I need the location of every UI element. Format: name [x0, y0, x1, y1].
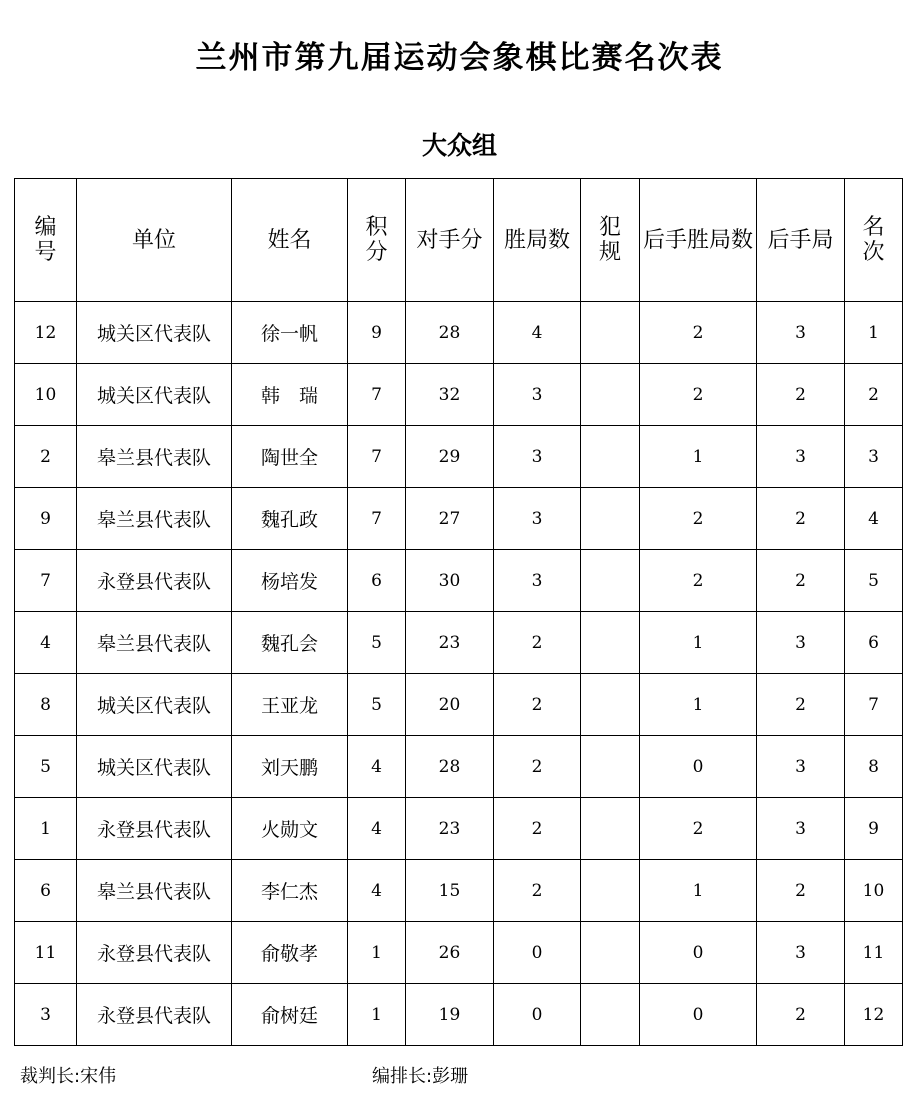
- cell-id: 10: [15, 364, 77, 426]
- cell-wins: 2: [494, 798, 581, 860]
- cell-opponent-score: 23: [406, 798, 494, 860]
- cell-second-hand-games: 3: [757, 612, 845, 674]
- cell-fouls: [581, 798, 640, 860]
- cell-opponent-score: 28: [406, 302, 494, 364]
- table-body: [15, 302, 903, 1046]
- cell-unit: 皋兰县代表队: [77, 426, 232, 488]
- cell-wins: 2: [494, 674, 581, 736]
- header-wins: 胜局数: [494, 179, 581, 302]
- table-row: [15, 984, 903, 1046]
- cell-fouls: [581, 488, 640, 550]
- table-header: [15, 179, 903, 302]
- cell-name: 魏孔会: [232, 612, 348, 674]
- cell-name: 陶世全: [232, 426, 348, 488]
- cell-second-hand-wins: 1: [640, 674, 757, 736]
- cell-wins: 2: [494, 860, 581, 922]
- cell-second-hand-wins: 0: [640, 922, 757, 984]
- cell-id: 12: [15, 302, 77, 364]
- cell-unit: 城关区代表队: [77, 674, 232, 736]
- cell-opponent-score: 32: [406, 364, 494, 426]
- cell-opponent-score: 30: [406, 550, 494, 612]
- cell-unit: 永登县代表队: [77, 922, 232, 984]
- cell-name: 刘天鹏: [232, 736, 348, 798]
- cell-opponent-score: 23: [406, 612, 494, 674]
- cell-points: 6: [348, 550, 406, 612]
- cell-points: 1: [348, 984, 406, 1046]
- cell-id: 11: [15, 922, 77, 984]
- cell-fouls: [581, 674, 640, 736]
- cell-points: 4: [348, 736, 406, 798]
- cell-second-hand-wins: 1: [640, 612, 757, 674]
- cell-second-hand-games: 2: [757, 860, 845, 922]
- cell-rank: 12: [845, 984, 903, 1046]
- cell-rank: 11: [845, 922, 903, 984]
- cell-points: 4: [348, 798, 406, 860]
- cell-opponent-score: 26: [406, 922, 494, 984]
- cell-opponent-score: 15: [406, 860, 494, 922]
- cell-fouls: [581, 984, 640, 1046]
- cell-opponent-score: 29: [406, 426, 494, 488]
- cell-second-hand-games: 2: [757, 674, 845, 736]
- chief-referee: 裁判长:宋伟: [20, 1066, 117, 1087]
- cell-fouls: [581, 550, 640, 612]
- table-row: [15, 860, 903, 922]
- scheduler: 编排长:彭珊: [372, 1066, 469, 1087]
- cell-second-hand-games: 3: [757, 736, 845, 798]
- cell-wins: 4: [494, 302, 581, 364]
- cell-opponent-score: 19: [406, 984, 494, 1046]
- cell-name: 李仁杰: [232, 860, 348, 922]
- cell-name: 魏孔政: [232, 488, 348, 550]
- cell-name: 俞敬孝: [232, 922, 348, 984]
- cell-unit: 城关区代表队: [77, 364, 232, 426]
- table-row: [15, 612, 903, 674]
- cell-points: 5: [348, 674, 406, 736]
- cell-second-hand-games: 2: [757, 364, 845, 426]
- header-unit: 单位: [77, 179, 232, 302]
- table-row: [15, 736, 903, 798]
- cell-id: 4: [15, 612, 77, 674]
- cell-wins: 0: [494, 922, 581, 984]
- cell-second-hand-games: 3: [757, 426, 845, 488]
- table-row: [15, 550, 903, 612]
- table-row: [15, 798, 903, 860]
- cell-fouls: [581, 364, 640, 426]
- header-second-hand-games: 后手局: [757, 179, 845, 302]
- header-rank: 名次: [845, 179, 903, 302]
- cell-fouls: [581, 302, 640, 364]
- cell-second-hand-wins: 2: [640, 550, 757, 612]
- cell-opponent-score: 27: [406, 488, 494, 550]
- cell-unit: 城关区代表队: [77, 736, 232, 798]
- cell-unit: 永登县代表队: [77, 550, 232, 612]
- cell-rank: 2: [845, 364, 903, 426]
- cell-name: 火勋文: [232, 798, 348, 860]
- cell-second-hand-wins: 2: [640, 488, 757, 550]
- cell-second-hand-wins: 2: [640, 302, 757, 364]
- cell-second-hand-wins: 2: [640, 798, 757, 860]
- cell-rank: 4: [845, 488, 903, 550]
- cell-id: 3: [15, 984, 77, 1046]
- header-name: 姓名: [232, 179, 348, 302]
- cell-id: 8: [15, 674, 77, 736]
- cell-rank: 6: [845, 612, 903, 674]
- table-row: [15, 302, 903, 364]
- group-title: 大众组: [421, 131, 497, 160]
- cell-fouls: [581, 612, 640, 674]
- cell-id: 9: [15, 488, 77, 550]
- cell-name: 徐一帆: [232, 302, 348, 364]
- table-row: [15, 488, 903, 550]
- cell-points: 5: [348, 612, 406, 674]
- cell-rank: 1: [845, 302, 903, 364]
- cell-rank: 9: [845, 798, 903, 860]
- cell-rank: 8: [845, 736, 903, 798]
- cell-wins: 3: [494, 364, 581, 426]
- cell-second-hand-wins: 0: [640, 984, 757, 1046]
- cell-fouls: [581, 860, 640, 922]
- cell-wins: 3: [494, 550, 581, 612]
- header-points: 积分: [348, 179, 406, 302]
- header-row: [15, 179, 903, 302]
- cell-points: 9: [348, 302, 406, 364]
- cell-rank: 5: [845, 550, 903, 612]
- cell-second-hand-games: 3: [757, 302, 845, 364]
- cell-wins: 2: [494, 736, 581, 798]
- cell-unit: 皋兰县代表队: [77, 860, 232, 922]
- cell-second-hand-games: 2: [757, 550, 845, 612]
- cell-rank: 7: [845, 674, 903, 736]
- cell-rank: 10: [845, 860, 903, 922]
- cell-id: 2: [15, 426, 77, 488]
- cell-id: 5: [15, 736, 77, 798]
- page-title: 兰州市第九届运动会象棋比赛名次表: [195, 40, 724, 76]
- cell-wins: 2: [494, 612, 581, 674]
- cell-wins: 0: [494, 984, 581, 1046]
- cell-points: 4: [348, 860, 406, 922]
- table-row: [15, 674, 903, 736]
- table-row: [15, 426, 903, 488]
- cell-second-hand-wins: 2: [640, 364, 757, 426]
- cell-unit: 永登县代表队: [77, 798, 232, 860]
- cell-wins: 3: [494, 488, 581, 550]
- cell-id: 7: [15, 550, 77, 612]
- cell-name: 王亚龙: [232, 674, 348, 736]
- cell-name: 俞树廷: [232, 984, 348, 1046]
- table-row: [15, 364, 903, 426]
- cell-second-hand-games: 2: [757, 984, 845, 1046]
- cell-second-hand-wins: 1: [640, 426, 757, 488]
- cell-fouls: [581, 426, 640, 488]
- cell-second-hand-games: 3: [757, 798, 845, 860]
- ranking-table: [14, 178, 903, 1046]
- cell-unit: 城关区代表队: [77, 302, 232, 364]
- header-fouls: 犯规: [581, 179, 640, 302]
- cell-unit: 永登县代表队: [77, 984, 232, 1046]
- cell-name: 杨培发: [232, 550, 348, 612]
- cell-opponent-score: 20: [406, 674, 494, 736]
- cell-points: 7: [348, 426, 406, 488]
- cell-second-hand-wins: 1: [640, 860, 757, 922]
- cell-points: 1: [348, 922, 406, 984]
- cell-second-hand-games: 3: [757, 922, 845, 984]
- header-second-hand-wins: 后手胜局数: [640, 179, 757, 302]
- table-row: [15, 922, 903, 984]
- cell-fouls: [581, 736, 640, 798]
- cell-unit: 皋兰县代表队: [77, 488, 232, 550]
- header-opponent-score: 对手分: [406, 179, 494, 302]
- cell-points: 7: [348, 364, 406, 426]
- cell-rank: 3: [845, 426, 903, 488]
- cell-name: 韩 瑞: [232, 364, 348, 426]
- header-id: 编号: [15, 179, 77, 302]
- cell-wins: 3: [494, 426, 581, 488]
- cell-second-hand-wins: 0: [640, 736, 757, 798]
- cell-unit: 皋兰县代表队: [77, 612, 232, 674]
- cell-id: 1: [15, 798, 77, 860]
- cell-second-hand-games: 2: [757, 488, 845, 550]
- cell-opponent-score: 28: [406, 736, 494, 798]
- cell-fouls: [581, 922, 640, 984]
- cell-id: 6: [15, 860, 77, 922]
- cell-points: 7: [348, 488, 406, 550]
